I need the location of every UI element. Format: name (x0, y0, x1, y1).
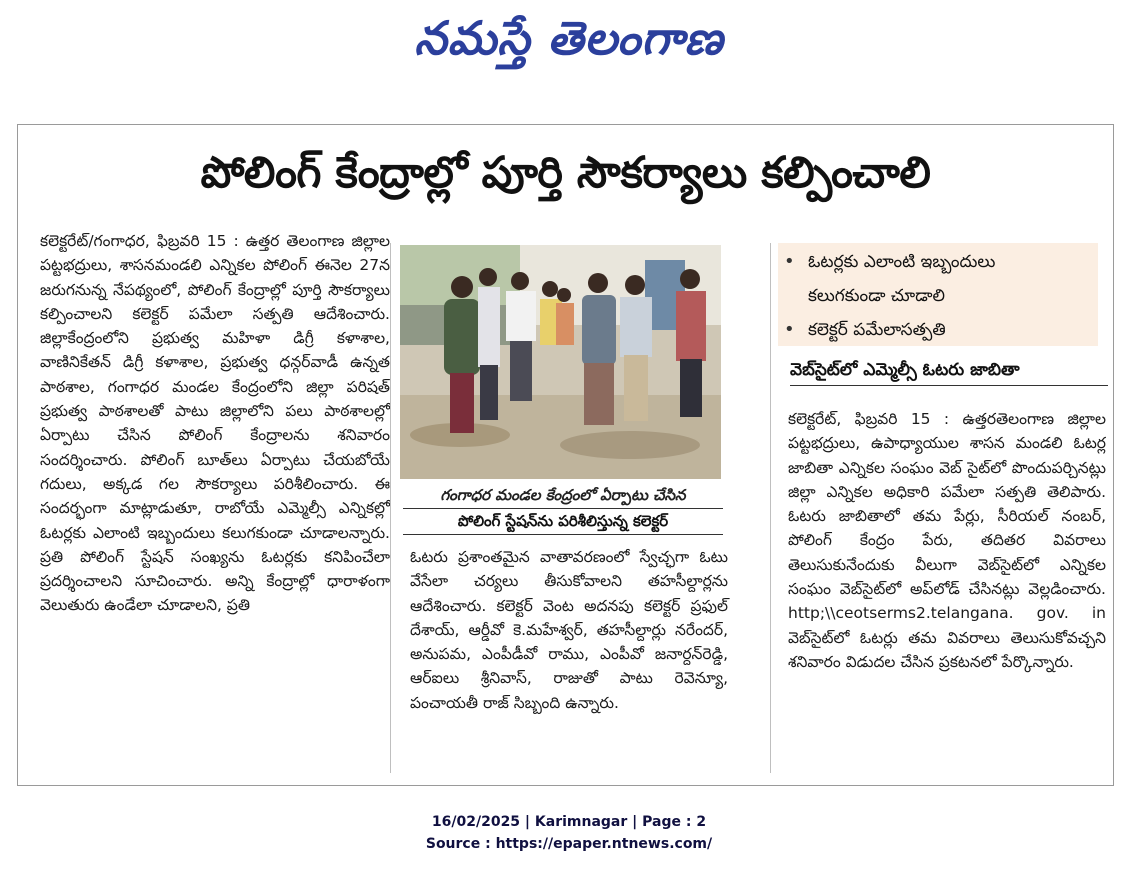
footer-source: Source : https://epaper.ntnews.com/ (425, 836, 713, 852)
column-divider (770, 243, 771, 773)
highlight-text: కలెక్టర్ పమేలాసత్పతి (808, 320, 946, 340)
side-story-body: కలెక్టరేట్, ఫిబ్రవరి 15 : ఉత్తరతెలంగాణ జిల్లాల పట్టభద్రులు, ఉపాధ్యాయుల శాసన మండలి ఓటర్ల జాబితా ఎన్నికల సంఘం వెబ్ సైట్‌లో పొందుపర్చినట్లు జిల్లా ఎన్నికల అధికారి పమేలా సత్పతి తెలిపారు. ఓటరు జాబితాలో తమ పేర్లు, సీరియల్ నంబర్, పోలింగ్ కేంద్రం పేరు, తదితర వివరాలు తెలుసుకునేందుకు వీలుగా వెబ్‌సైట్‌లో ఎన్నికల సంఘం వెబ్‌సైట్‌లో అప్‌లోడ్ చేసినట్లు వెల్లడించారు. http;\\ceotserms2.telangana. gov. in వెబ్‌సైట్‌లో ఓటర్లు తమ వివరాలు తెలుసుకోవచ్చని శనివారం విడుదల చేసిన ప్రకటనలో పేర్కొన్నారు. (788, 410, 1106, 671)
article-headline: పోలింగ్ కేంద్రాల్లో పూర్తి సౌకర్యాలు కల్పించాలి (200, 148, 931, 198)
masthead-title: నమస్తే తెలంగాణ (414, 11, 724, 65)
news-clipping (17, 124, 1114, 786)
highlight-text: కలుగకుండా చూడాలి (808, 286, 945, 306)
highlight-box (778, 243, 1098, 346)
footer-date-page: 16/02/2025 | Karimnagar | Page : 2 (431, 814, 707, 830)
masthead-logo (0, 0, 1138, 88)
photo-caption-line-1: గంగాధర మండల కేంద్రంలో ఏర్పాటు చేసిన (440, 486, 686, 504)
footer (0, 811, 1138, 855)
column-divider (390, 243, 391, 773)
photo-caption-line-2: పోలింగ్ స్టేషన్‌ను పరిశీలిస్తున్న కలెక్టర్ (403, 508, 723, 535)
highlight-text: ఓటర్లకు ఎలాంటి ఇబ్బందులు (808, 252, 996, 272)
article-column-2: ఓటరు ప్రశాంతమైన వాతావరణంలో స్వేచ్ఛగా ఓటు వేసేలా చర్యలు తీసుకోవాలని తహసీల్దార్లను ఆదేశించారు. కలెక్టర్ వెంట అదనపు కలెక్టర్ ప్రఫుల్ దేశాయ్, ఆర్డీవో కె.మహేశ్వర్, తహసీల్దార్లు నరేందర్, అనుపమ, ఎంపీడీవో రాము, ఎంపీవో జనార్దన్‌రెడ్డి, ఆర్‌ఐలు శ్రీనివాస్, రాజుతో పాటు రెవెన్యూ, పంచాయతీ రాజ్ సిబ్బంది ఉన్నారు. (410, 548, 728, 712)
highlight-item (778, 245, 1098, 279)
bullet-icon: • (784, 319, 795, 340)
photo-caption (403, 483, 723, 537)
article-column-1: కలెక్టరేట్/గంగాధర, ఫిబ్రవరి 15 : ఉత్తర తెలంగాణ జిల్లాల పట్టభద్రులు, శాసనమండలి ఎన్నికల పోలింగ్ ఈనెల 27న జరుగనున్న నేపథ్యంలో, పోలింగ్ కేంద్రాల్లో పూర్తి సౌకర్యాలు కల్పించాలని కలెక్టర్ పమేలా సత్పతి ఆదేశించారు. జిల్లాకేంద్రంలోని ప్రభుత్వ మహిళా డిగ్రీ కళాశాల, వాణినికేతన్ డిగ్రీ కళాశాల, ప్రభుత్వ ధన్గర్‌వాడీ ఉన్నత పాఠశాల, గంగాధర మండల కేంద్రంలోని జిల్లా పరిషత్ ప్రభుత్వ పాఠశాలతో పాటు జిల్లాలోని పలు పాఠశాలల్లో ఏర్పాటు చేసిన పోలింగ్ కేంద్రాలను శనివారం సందర్శించారు. పోలింగ్ బూత్‌లు ఏర్పాటు చేయబోయే గదులు, అక్కడ గల సౌకర్యాలు పరిశీలించారు. ఈ సందర్భంగా మాట్లాడుతూ, రాబోయే ఎమ్మెల్సీ ఎన్నికల్లో ఓటర్లకు ఎలాంటి ఇబ్బందులు కలుగకుండా చూడాలన్నారు. ప్రతి పోలింగ్ స్టేషన్ సంఖ్యను ఓటర్లకు కనిపించేలా ప్రదర్శించాలని సూచించారు. అన్ని కేంద్రాల్లో ధారాళంగా వెలుతురు ఉండేలా చూడాలని, ప్రతి (40, 232, 390, 615)
side-story-headline: వెబ్‌సైట్‌లో ఎమ్మెల్సీ ఓటరు జాబితా (790, 355, 1108, 386)
highlight-item (778, 279, 1098, 313)
highlight-item (778, 313, 1098, 347)
photo-illustration (400, 245, 721, 479)
article-photo (400, 245, 721, 479)
bullet-icon: • (784, 251, 795, 272)
